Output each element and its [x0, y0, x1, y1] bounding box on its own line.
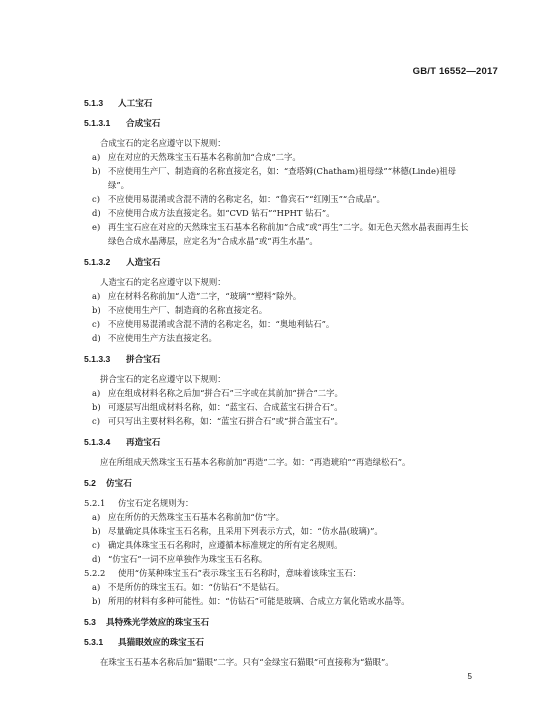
heading-5-2: 5.2 仿宝石 — [84, 478, 132, 488]
heading-5-1-3-3: 5.1.3.3 拼合宝石 — [84, 354, 161, 364]
document-body — [84, 96, 476, 669]
list-item: d) 不应使用合成方法直接定名。如“CVD 钻石”“HPHT 钻石”。 — [92, 208, 335, 218]
list-item: a) 应在材料名称前加“人造”二字，“玻璃”“塑料”除外。 — [92, 291, 302, 301]
list-item: e) 再生宝石应在对应的天然珠宝玉石基本名称前加“合成”或“再生”二字。如无色天然水晶表面再生长绿色合成水晶薄层，应定名为“合成水晶”或“再生水晶”。 — [92, 222, 469, 246]
list-item: c) 不应使用易混淆或含混不清的名称定名，如：“奥地利钻石”。 — [92, 319, 335, 329]
paragraph: 拼合宝石的定名应遵守以下规则： — [100, 374, 226, 384]
list-item: c) 不应使用易混淆或含混不清的名称定名，如：“鲁宾石”“红刚玉”“合成品”。 — [92, 194, 385, 204]
list-item: d) 不应使用生产方法直接定名。 — [92, 333, 217, 343]
list-item: a) 应在组成材料名称之后加“拼合石”三字或在其前加“拼合”二字。 — [92, 388, 343, 398]
heading-5-3: 5.3 具特殊光学效应的珠宝玉石 — [84, 617, 210, 627]
list-item: a) 不是所仿的珠宝玉石。如：“仿钻石”不是钻石。 — [92, 582, 285, 592]
standard-code: GB/T 16552—2017 — [412, 66, 498, 77]
list-item: b) 可逐层写出组成材料名称，如：“蓝宝石、合成蓝宝石拼合石”。 — [92, 402, 343, 412]
paragraph: 人造宝石的定名应遵守以下规则： — [100, 277, 226, 287]
list-item: a) 应在对应的天然珠宝玉石基本名称前加“合成”二字。 — [92, 152, 301, 162]
paragraph: 应在所组成天然珠宝玉石基本名称前加“再造”二字。如：“再造琥珀”“再造绿松石”。 — [100, 457, 411, 467]
paragraph: 在珠宝玉石基本名称后加“猫眼”二字。只有“金绿宝石猫眼”可直接称为“猫眼”。 — [100, 657, 394, 667]
heading-5-1-3-2: 5.1.3.2 人造宝石 — [84, 257, 161, 267]
list-item: b) 尽量确定具体珠宝玉石名称，且采用下列表示方式，如：“仿水晶(玻璃)”。 — [92, 526, 383, 536]
list-item: d) “仿宝石”一词不应单独作为珠宝玉石名称。 — [92, 554, 268, 564]
page-number: 5 — [467, 672, 472, 681]
list-item: b) 不应使用生产厂、制造商的名称直接定名，如：“查塔姆(Chatham)祖母绿”“林德(Linde)祖母绿”。 — [92, 166, 456, 190]
list-item: a) 应在所仿的天然珠宝玉石基本名称前加“仿”字。 — [92, 512, 285, 522]
list-item: c) 可只写出主要材料名称，如：“蓝宝石拼合石”或“拼合蓝宝石”。 — [92, 416, 343, 426]
heading-5-1-3-4: 5.1.3.4 再造宝石 — [84, 437, 161, 447]
heading-5-1-3-1: 5.1.3.1 合成宝石 — [84, 118, 161, 128]
list-item: c) 确定具体珠宝玉石名称时，应遵循本标准规定的所有定名规则。 — [92, 540, 343, 550]
list-item: b) 所用的材料有多种可能性。如：“仿钻石”可能是玻璃、合成立方氧化锆或水晶等。 — [92, 596, 410, 606]
paragraph: 合成宝石的定名应遵守以下规则： — [100, 138, 226, 148]
clause-5-2-2: 5.2.2 使用“仿某种珠宝玉石”表示珠宝玉石名称时，意味着该珠宝玉石： — [84, 568, 362, 578]
heading-5-1-3: 5.1.3 人工宝石 — [84, 98, 153, 108]
list-item: b) 不应使用生产厂、制造商的名称直接定名。 — [92, 305, 268, 315]
clause-5-2-1: 5.2.1 仿宝石定名规则为： — [84, 498, 194, 508]
heading-5-3-1: 5.3.1 具猫眼效应的珠宝玉石 — [84, 637, 204, 647]
